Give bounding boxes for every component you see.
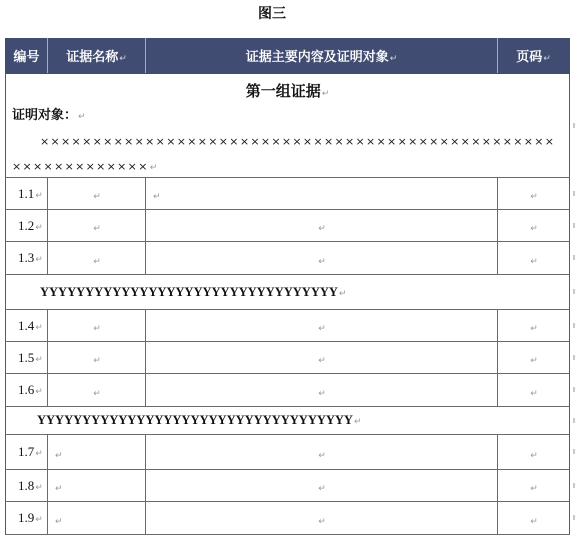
paragraph-mark: ↵ — [389, 54, 398, 64]
paragraph-mark: ↵ — [318, 450, 326, 461]
paragraph-mark: ↵ — [530, 450, 538, 461]
evidence-name-text — [92, 348, 101, 367]
evidence-number: 1.8↵ — [18, 477, 43, 493]
cell-number[interactable] — [6, 210, 47, 241]
paragraph-mark: ↵ — [353, 417, 362, 427]
page-text — [529, 509, 538, 528]
evidence-number: 1.2↵ — [18, 217, 43, 233]
paragraph-mark: ↵ — [35, 354, 43, 365]
paragraph-mark: ↵ — [530, 388, 538, 399]
evidence-name-text — [54, 509, 63, 528]
group-title: 第一组证据↵ — [245, 82, 330, 100]
table-row — [5, 178, 570, 210]
paragraph-mark: ↵ — [35, 515, 43, 525]
content-text — [317, 443, 326, 462]
cell-number[interactable] — [6, 374, 47, 406]
paragraph-mark: ↵ — [119, 54, 127, 64]
cell-content[interactable] — [145, 310, 497, 341]
table-row — [5, 342, 570, 374]
paragraph-mark: ↵ — [93, 224, 101, 234]
cell-evidence-name[interactable] — [47, 242, 145, 274]
cell-number[interactable] — [6, 342, 47, 373]
table-row — [5, 502, 570, 535]
paragraph-mark: ↵ — [35, 449, 43, 459]
cell-page[interactable] — [497, 470, 569, 501]
cell-evidence-name[interactable] — [47, 342, 145, 373]
paragraph-mark: ↵ — [530, 484, 538, 494]
paragraph-mark: ↵ — [530, 256, 538, 267]
paragraph-mark: ↵ — [35, 482, 43, 493]
cell-evidence-name[interactable] — [47, 178, 145, 209]
page-text — [529, 216, 538, 235]
cell-content[interactable] — [145, 502, 497, 534]
paragraph-mark: ↵ — [149, 163, 158, 173]
cell-page[interactable] — [497, 435, 569, 469]
paragraph-mark: ↵ — [55, 516, 63, 527]
evidence-group-header[interactable] — [5, 74, 570, 178]
content-text — [317, 216, 326, 235]
paragraph-mark: ↵ — [318, 224, 326, 234]
table-row — [5, 242, 570, 275]
proof-target-line: ×××××××××××××↵ — [12, 160, 158, 173]
paragraph-mark: ↵ — [530, 192, 538, 202]
cell-evidence-name[interactable] — [47, 435, 145, 469]
paragraph-mark: ↵ — [321, 89, 330, 99]
page-text — [529, 348, 538, 367]
cell-page[interactable] — [497, 342, 569, 373]
paragraph-mark: ↵ — [55, 450, 63, 461]
evidence-number: 1.4↵ — [18, 317, 43, 333]
table-header-evidence-name[interactable] — [47, 38, 145, 73]
content-text — [317, 249, 326, 268]
cell-content[interactable] — [145, 435, 497, 469]
paragraph-mark: ↵ — [338, 288, 347, 299]
content-text — [317, 476, 326, 495]
evidence-number: 1.7↵ — [18, 444, 43, 459]
evidence-name-text — [92, 381, 101, 400]
paragraph-mark: ↵ — [530, 516, 538, 527]
cell-evidence-name[interactable] — [47, 470, 145, 501]
cell-evidence-name[interactable] — [47, 310, 145, 341]
header-page-text: 页码↵ — [516, 50, 551, 65]
paragraph-mark: ↵ — [93, 388, 101, 399]
content-text — [152, 184, 161, 203]
cell-content[interactable] — [145, 242, 497, 274]
evidence-name-text — [92, 249, 101, 268]
subgroup-heading-row[interactable] — [5, 407, 570, 435]
content-text — [317, 381, 326, 400]
table-row — [5, 435, 570, 470]
cell-number[interactable] — [6, 178, 47, 209]
evidence-name-text — [92, 216, 101, 235]
paragraph-mark: ↵ — [93, 324, 101, 334]
page-text — [529, 381, 538, 400]
paragraph-mark: ↵ — [93, 256, 101, 267]
paragraph-mark: ↵ — [35, 322, 43, 333]
evidence-number: 1.6↵ — [18, 382, 43, 397]
proof-target-label: 证明对象：↵ — [12, 108, 86, 123]
table-row — [5, 470, 570, 502]
paragraph-mark: ↵ — [35, 190, 43, 201]
cell-content[interactable] — [145, 470, 497, 501]
evidence-number: 1.9↵ — [18, 510, 43, 525]
page-text — [529, 443, 538, 462]
subgroup-heading: YYYYYYYYYYYYYYYYYYYYYYYYYYYYYYYYYYY↵ — [37, 413, 362, 427]
page-text — [529, 249, 538, 268]
cell-content[interactable] — [145, 210, 497, 241]
page-text — [529, 316, 538, 335]
paragraph-mark: ↵ — [35, 255, 43, 265]
cell-content[interactable] — [145, 374, 497, 406]
cell-content[interactable] — [145, 178, 497, 209]
cell-number[interactable] — [6, 502, 47, 534]
subgroup-heading: YYYYYYYYYYYYYYYYYYYYYYYYYYYYYYYYY↵ — [40, 284, 347, 299]
table-row — [5, 210, 570, 242]
paragraph-mark: ↵ — [55, 484, 63, 494]
cell-number[interactable] — [6, 310, 47, 341]
cell-number[interactable] — [6, 435, 47, 469]
paragraph-mark: ↵ — [35, 387, 43, 397]
cell-page[interactable] — [497, 178, 569, 209]
cell-evidence-name[interactable] — [47, 210, 145, 241]
evidence-name-text — [92, 184, 101, 203]
content-text — [317, 316, 326, 335]
paragraph-mark: ↵ — [153, 192, 161, 202]
table-header-page[interactable] — [497, 38, 569, 73]
cell-page[interactable] — [497, 310, 569, 341]
table-header-number[interactable] — [6, 38, 47, 73]
subgroup-heading-row[interactable] — [5, 275, 570, 310]
paragraph-mark: ↵ — [318, 324, 326, 334]
content-text — [317, 348, 326, 367]
evidence-name-text — [54, 476, 63, 495]
table-header-content[interactable] — [145, 38, 497, 73]
cell-page[interactable] — [497, 374, 569, 406]
paragraph-mark: ↵ — [35, 222, 43, 233]
page-text — [529, 476, 538, 495]
page-text — [529, 184, 538, 203]
header-number-text: 编号 — [13, 50, 40, 65]
paragraph-mark: ↵ — [318, 388, 326, 399]
table-header-row — [5, 38, 570, 74]
figure-title: 图三 — [258, 6, 286, 22]
evidence-number: 1.5↵ — [18, 349, 43, 365]
paragraph-mark: ↵ — [318, 516, 326, 527]
table-row — [5, 374, 570, 407]
cell-evidence-name[interactable] — [47, 374, 145, 406]
paragraph-mark: ↵ — [530, 356, 538, 366]
evidence-number: 1.3↵ — [18, 250, 43, 265]
proof-target-line: ××××××××××××××××××××××××××××××××××××××××××××××××× — [40, 135, 556, 148]
cell-page[interactable] — [497, 242, 569, 274]
paragraph-mark: ↵ — [78, 112, 86, 122]
header-evidence-name-text: 证据名称↵ — [66, 50, 127, 65]
evidence-name-text — [54, 443, 63, 462]
cell-page[interactable] — [497, 210, 569, 241]
cell-page[interactable] — [497, 502, 569, 534]
paragraph-mark: ↵ — [318, 256, 326, 267]
evidence-table — [5, 38, 570, 535]
paragraph-mark: ↵ — [93, 356, 101, 366]
paragraph-mark: ↵ — [530, 324, 538, 334]
evidence-name-text — [92, 316, 101, 335]
paragraph-mark: ↵ — [318, 484, 326, 494]
cell-number[interactable] — [6, 470, 47, 501]
paragraph-mark: ↵ — [543, 54, 551, 64]
cell-evidence-name[interactable] — [47, 502, 145, 534]
content-text — [317, 509, 326, 528]
cell-number[interactable] — [6, 242, 47, 274]
paragraph-mark: ↵ — [530, 224, 538, 234]
paragraph-mark: ↵ — [318, 356, 326, 366]
header-content-text: 证据主要内容及证明对象↵ — [245, 50, 398, 65]
table-row — [5, 310, 570, 342]
cell-content[interactable] — [145, 342, 497, 373]
paragraph-mark: ↵ — [93, 192, 101, 202]
evidence-number: 1.1↵ — [18, 185, 43, 201]
